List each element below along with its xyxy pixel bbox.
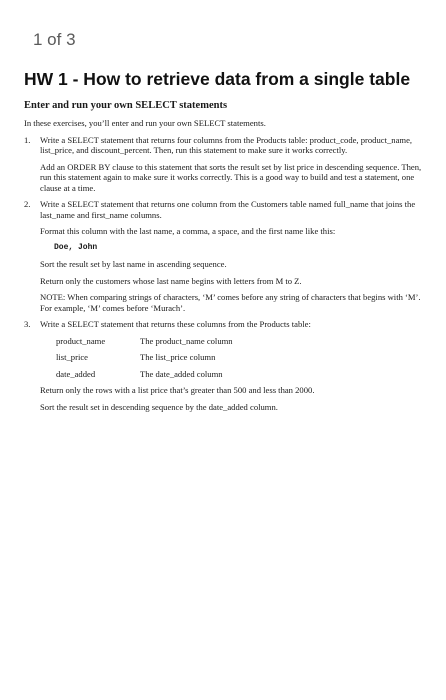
exercise-item-2 xyxy=(24,199,424,319)
page-indicator: 1 of 3 xyxy=(33,30,76,49)
item-number: 3. xyxy=(24,319,31,329)
item-paragraph: Return only the customers whose last name begins with letters from M to Z. xyxy=(40,275,302,286)
item-body xyxy=(40,199,424,319)
column-row xyxy=(40,352,424,363)
document-title: HW 1 - How to retrieve data from a single table xyxy=(24,69,411,89)
item-paragraph: NOTE: When comparing strings of characters, ‘M’ comes before any string of characters that begins with ‘M’. For example, ‘M’ comes before ‘Murach’. xyxy=(40,292,421,313)
column-description: The date_added column xyxy=(140,368,223,379)
exercise-item-1 xyxy=(24,135,424,200)
item-paragraph: Write a SELECT statement that returns four columns from the Products table: product_code, product_name, list_price, and discount_percent. Then, run this statement to make sure it works correctly. xyxy=(40,134,413,155)
item-number: 1. xyxy=(24,134,31,145)
item-body xyxy=(40,319,424,418)
column-description: The product_name column xyxy=(140,335,233,346)
section-heading: Enter and run your own SELECT statements xyxy=(24,100,228,111)
item-body xyxy=(40,135,424,200)
item-paragraph: Return only the rows with a list price that’s greater than 500 and less than 2000. xyxy=(40,385,315,395)
exercise-item-3 xyxy=(24,319,424,418)
item-paragraph: Write a SELECT statement that returns these columns from the Products table: xyxy=(40,319,311,329)
intro-text: In these exercises, you’ll enter and run your own SELECT statements. xyxy=(24,118,266,128)
column-row xyxy=(40,336,424,347)
column-name: date_added xyxy=(56,368,96,379)
column-row xyxy=(40,369,424,380)
column-name: product_name xyxy=(56,335,106,346)
item-paragraph: Sort the result set by last name in ascending sequence. xyxy=(40,259,227,269)
document xyxy=(24,68,424,418)
column-name: list_price xyxy=(56,352,88,362)
column-description: The list_price column xyxy=(140,352,216,362)
code-example: Doe, John xyxy=(54,242,98,252)
item-paragraph: Add an ORDER BY clause to this statement that sorts the result set by list price in descending sequence. Then, run this statement again to make sure it works correctly. This is a good way to build and test a statement, one clause at a time. xyxy=(40,161,422,193)
item-paragraph: Format this column with the last name, a comma, a space, and the first name like this: xyxy=(40,226,336,236)
item-paragraph: Write a SELECT statement that returns one column from the Customers table named full_name that joins the last_name and first_name columns. xyxy=(40,199,416,220)
item-paragraph: Sort the result set in descending sequence by the date_added column. xyxy=(40,401,278,412)
column-list xyxy=(40,336,424,380)
item-number: 2. xyxy=(24,199,31,209)
